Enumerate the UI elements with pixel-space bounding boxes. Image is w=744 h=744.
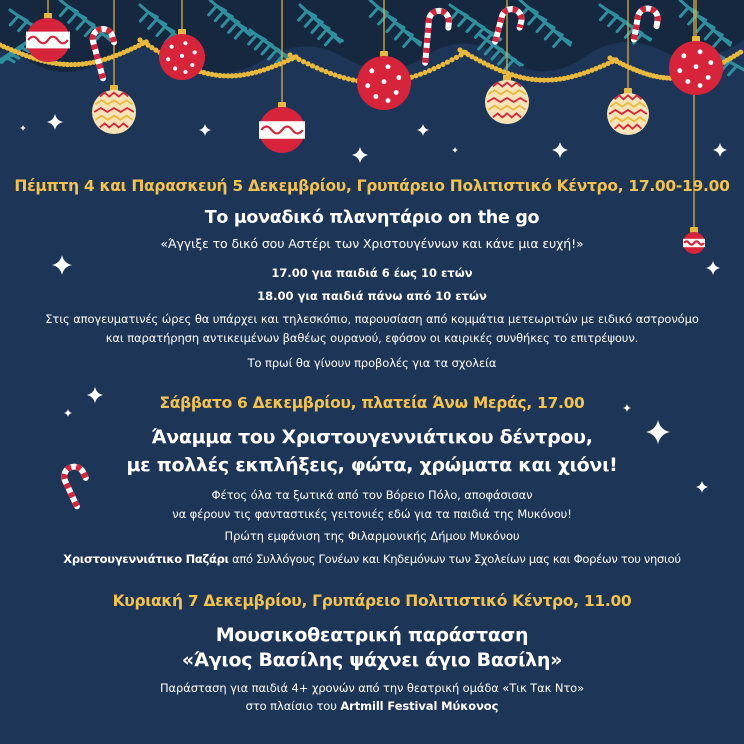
event3-description-1: Παράσταση για παιδιά 4+ χρονών από την θεατρική ομάδα «Τικ Τακ Ντο» <box>159 681 585 695</box>
event2-description-3: Πρώτη εμφάνιση της Φιλαρμονικής Δήμου Μυκόνου <box>224 529 520 543</box>
event3-title-1: Μουσικοθεατρική παράσταση <box>215 624 529 646</box>
event3-title-2: «Άγιος Βασίλης ψάχνει άγιο Βασίλη» <box>181 649 563 671</box>
event1-time-1: 17.00 για παιδιά 6 έως 10 ετών <box>271 266 473 280</box>
event1-description-1: Στις απογευματινές ώρες θα υπάρχει και τηλεσκόπιο, παρουσίαση από κομμάτια μετεωριτών με ειδικό αστρονόμο <box>45 312 699 326</box>
bazaar-details: από Συλλόγους Γονέων και Κηδεμόνων των Σχολείων μας και Φορέων του νησιού <box>228 552 681 566</box>
bazaar-name: Χριστουγεννιάτικο Παζάρι <box>63 552 229 566</box>
event1-title: Το μοναδικό πλανητάριο on the go <box>204 208 540 228</box>
festival-prefix: στο πλαίσιο του <box>245 699 341 713</box>
event3-date: Κυριακή 7 Δεκεμβρίου, Γρυπάρειο Πολιτιστικό Κέντρο, 11.00 <box>112 592 632 610</box>
event2-title-1: Άναμμα του Χριστουγεννιάτικου δέντρου, <box>151 426 593 448</box>
event2-description-2: να φέρουν τις φανταστικές γειτονιές εδώ για τα παιδιά της Μυκόνου! <box>172 507 572 521</box>
event2-description-1: Φέτος όλα τα ξωτικά από τον Βόρειο Πόλο, αποφάσισαν <box>211 488 533 502</box>
festival-name: Artmill Festival Μύκονος <box>340 699 499 713</box>
event1-description-3: Το πρωί θα γίνουν προβολές για τα σχολεία <box>247 356 497 370</box>
event1-description-2: και παρατήρηση αντικειμένων βαθέως ουρανού, εφόσον οι καιρικές συνθήκες το επιτρέψουν. <box>105 331 639 345</box>
event1-date: Πέμπτη 4 και Παρασκευή 5 Δεκεμβρίου, Γρυπάρειο Πολιτιστικό Κέντρο, 17.00-19.00 <box>14 177 730 195</box>
event2-date: Σάββατο 6 Δεκεμβρίου, πλατεία Άνω Μεράς, 17.00 <box>159 394 585 412</box>
event3-description-2 <box>0 699 744 713</box>
event2-bazaar <box>0 552 744 566</box>
event2-title-2: με πολλές εκπλήξεις, φώτα, χρώματα και χιόνι! <box>126 454 618 476</box>
event1-subtitle: «Άγγιξε το δικό σου Αστέρι των Χριστουγέννων και κάνε μια ευχή!» <box>160 236 584 251</box>
event1-time-2: 18.00 για παιδιά πάνω από 10 ετών <box>257 289 487 303</box>
